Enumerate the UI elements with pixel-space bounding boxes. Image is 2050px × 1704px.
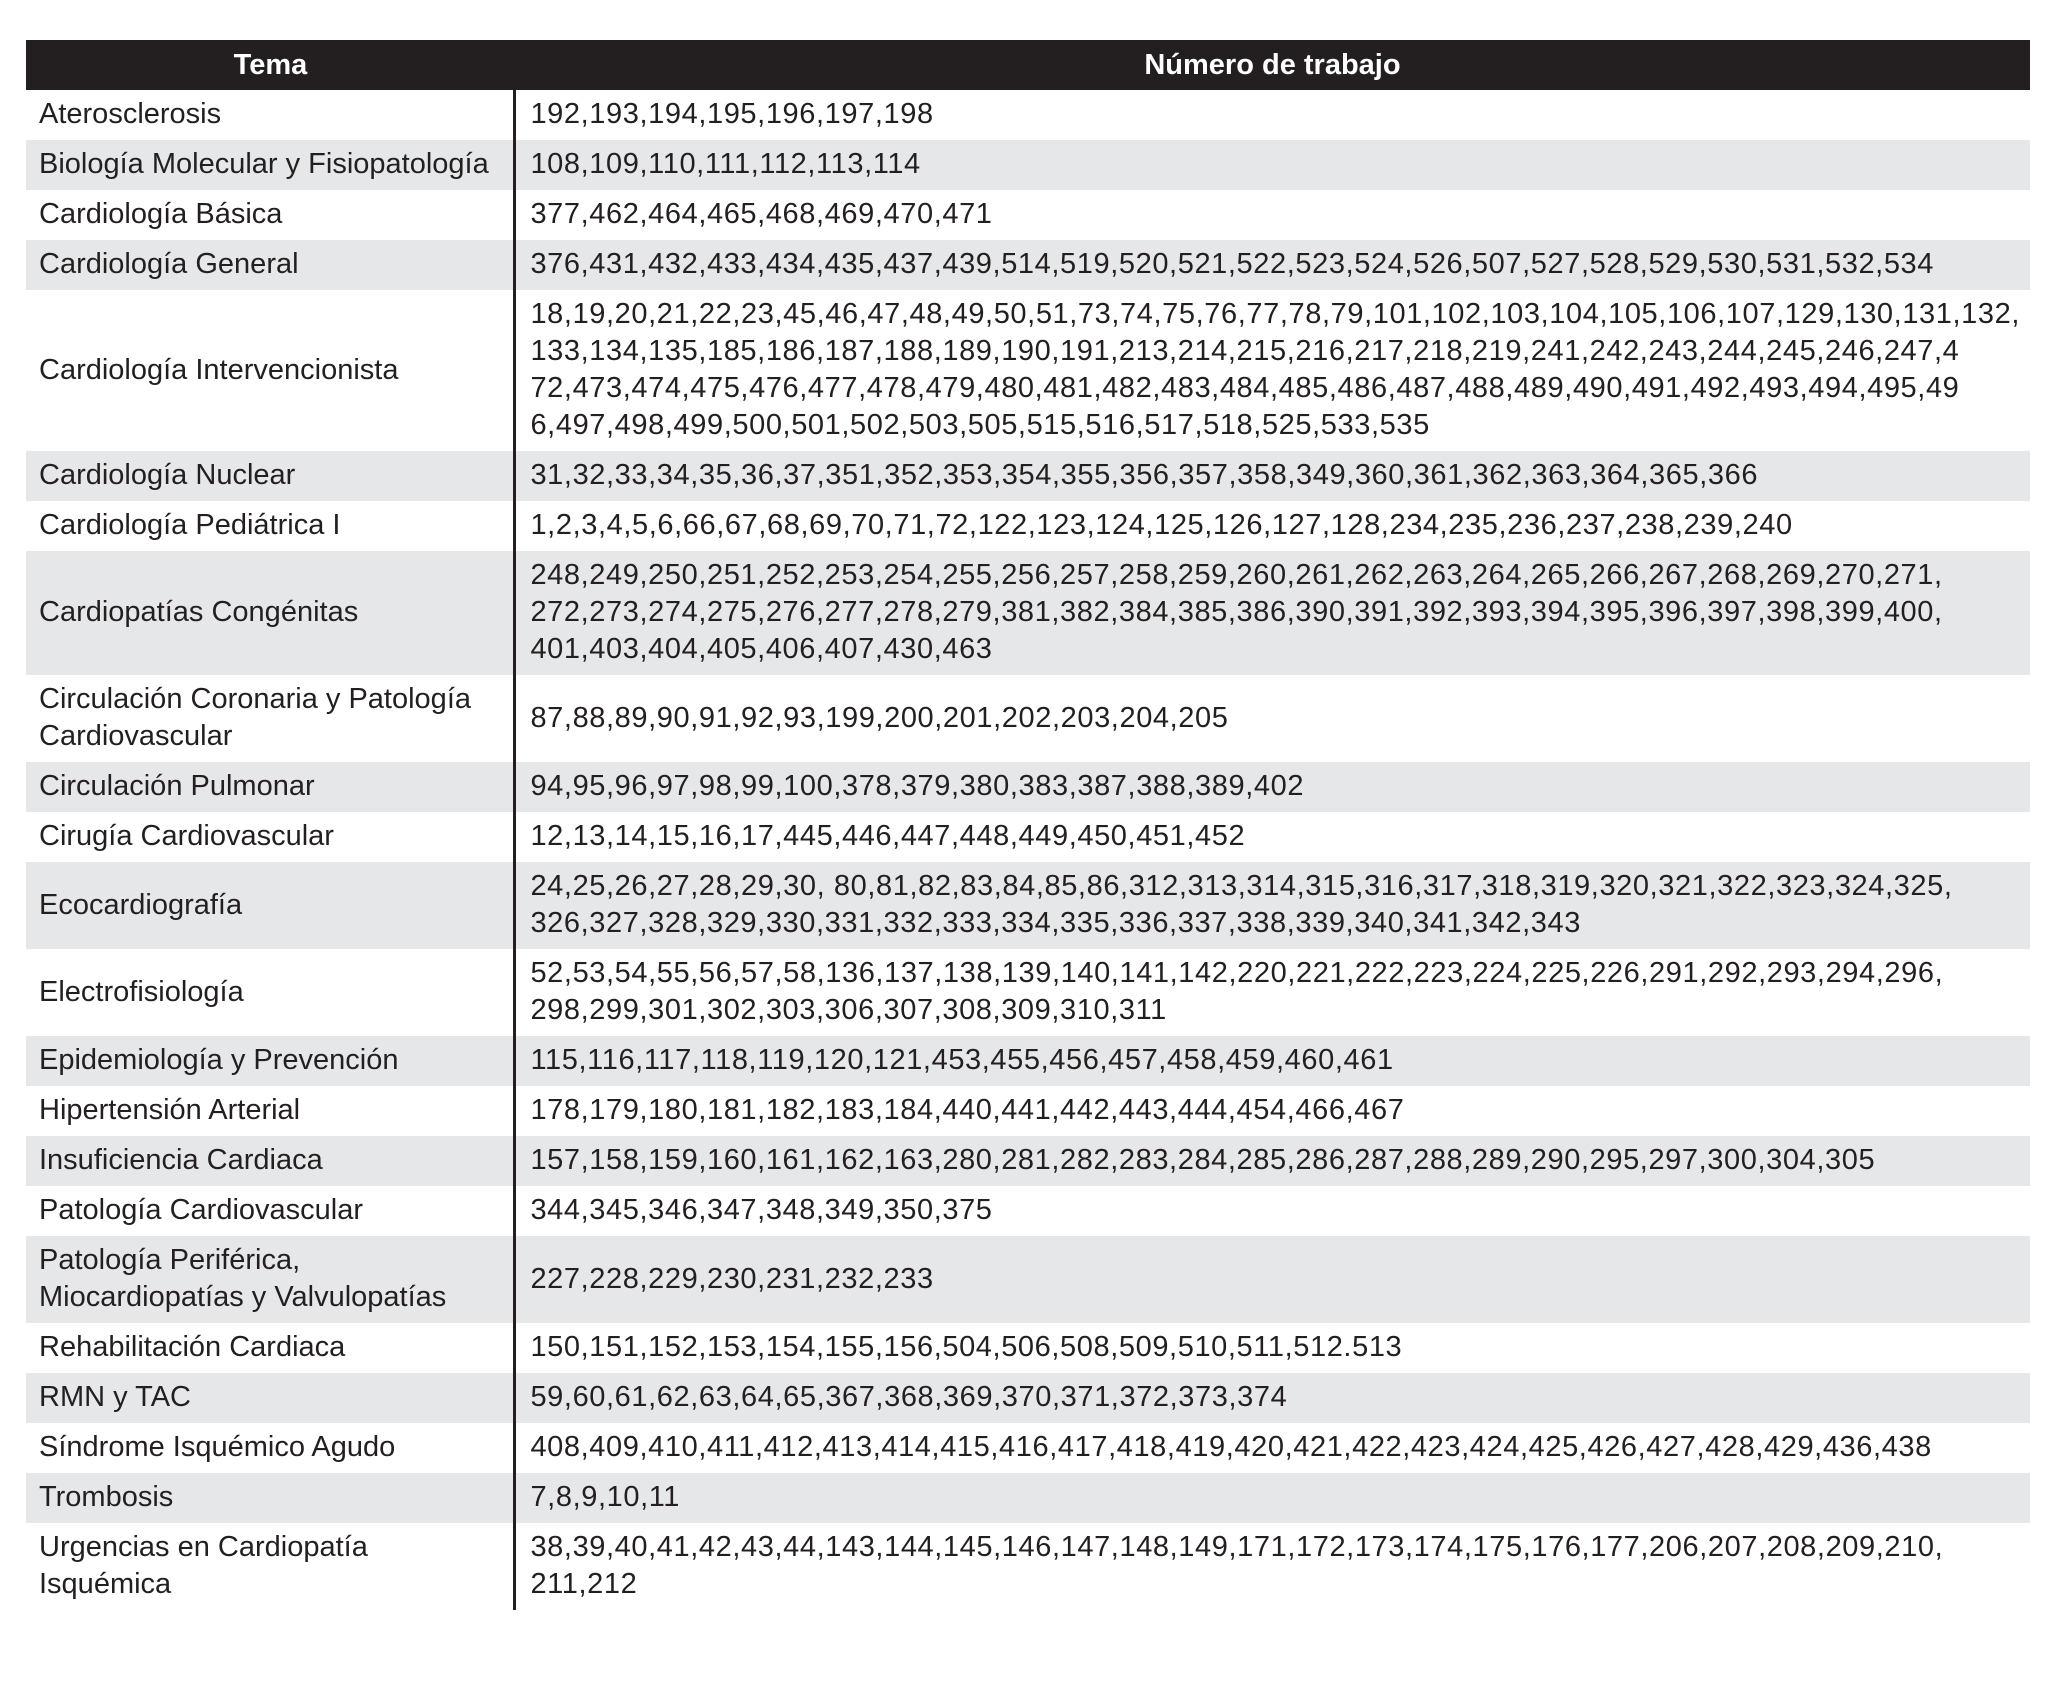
work-numbers-line: 377,462,464,465,468,469,470,471 (530, 198, 993, 230)
table-row (26, 1423, 2030, 1473)
work-numbers-cell (515, 1036, 2030, 1086)
topic-cell: Biología Molecular y Fisiopatología (26, 140, 515, 190)
work-numbers-cell (515, 1473, 2030, 1523)
work-numbers-line: 150,151,152,153,154,155,156,504,506,508,509,510,511,512.513 (530, 1331, 1403, 1363)
header-numero-trabajo: Número de trabajo (515, 40, 2030, 90)
work-numbers-line: 24,25,26,27,28,29,30, 80,81,82,83,84,85,86,312,313,314,315,316,317,318,319,320,321,322,323,324,325, (530, 870, 1953, 902)
table-row (26, 1473, 2030, 1523)
work-numbers-cell (515, 1323, 2030, 1373)
topics-table (26, 40, 2030, 1610)
work-numbers-line: 192,193,194,195,196,197,198 (530, 98, 934, 130)
work-numbers-line: 87,88,89,90,91,92,93,199,200,201,202,203,204,205 (530, 701, 1229, 734)
table-row (26, 1236, 2030, 1323)
topic-cell: Patología Cardiovascular (39, 1194, 364, 1226)
topic-cell: Urgencias en Cardiopatía Isquémica (39, 1531, 368, 1600)
work-numbers-cell (515, 812, 2030, 862)
work-numbers-line: 408,409,410,411,412,413,414,415,416,417,418,419,420,421,422,423,424,425,426,427,428,429,436,438 (530, 1431, 1932, 1463)
work-numbers-cell (515, 451, 2030, 501)
topic-cell: Cardiología Básica (39, 198, 283, 230)
work-numbers-line: 133,134,135,185,186,187,188,189,190,191,213,214,215,216,217,218,219,241,242,243,244,245,246,247,4 (530, 335, 1960, 367)
work-numbers-line: 227,228,229,230,231,232,233 (530, 1262, 934, 1295)
work-numbers-line: 178,179,180,181,182,183,184,440,441,442,443,444,454,466,467 (530, 1094, 1405, 1126)
topic-cell: Cirugía Cardiovascular (39, 820, 334, 852)
topic-cell: Circulación Coronaria y Patología Cardiovascular (39, 683, 471, 752)
work-numbers-cell (515, 240, 2030, 290)
work-numbers-line: 94,95,96,97,98,99,100,378,379,380,383,387,388,389,402 (530, 770, 1305, 802)
table-row (26, 1373, 2030, 1423)
table-row (26, 1186, 2030, 1236)
work-numbers-line: 12,13,14,15,16,17,445,446,447,448,449,450,451,452 (530, 820, 1246, 852)
table-row (26, 675, 2030, 762)
work-numbers-line: 31,32,33,34,35,36,37,351,352,353,354,355,356,357,358,349,360,361,362,363,364,365,366 (530, 459, 1759, 491)
topic-cell: Cardiopatías Congénitas (26, 551, 515, 675)
work-numbers-line: 6,497,498,499,500,501,502,503,505,515,516,517,518,525,533,535 (530, 409, 1430, 441)
topic-cell: Aterosclerosis (39, 98, 222, 130)
work-numbers-line: 18,19,20,21,22,23,45,46,47,48,49,50,51,73,74,75,76,77,78,79,101,102,103,104,105,106,107,129,130,131,132, (530, 298, 2020, 330)
work-numbers-cell (515, 90, 2030, 140)
table-row (26, 1036, 2030, 1086)
work-numbers-cell (515, 1236, 2030, 1323)
work-numbers-line: 401,403,404,405,406,407,430,463 (530, 633, 993, 665)
table-row (26, 812, 2030, 862)
work-numbers-line: 52,53,54,55,56,57,58,136,137,138,139,140,141,142,220,221,222,223,224,225,226,291,292,293,294,296, (530, 957, 1944, 989)
work-numbers-cell (515, 862, 2030, 949)
topic-cell: RMN y TAC (26, 1373, 515, 1423)
work-numbers-cell (515, 190, 2030, 240)
table-row (26, 501, 2030, 551)
work-numbers-line: 7,8,9,10,11 (530, 1481, 681, 1513)
table-row (26, 140, 2030, 190)
table-row (26, 949, 2030, 1036)
topic-cell: Ecocardiografía (26, 862, 515, 949)
table-row (26, 862, 2030, 949)
table-row (26, 240, 2030, 290)
work-numbers-cell (515, 501, 2030, 551)
table-row (26, 1523, 2030, 1610)
work-numbers-cell (515, 1086, 2030, 1136)
table-row (26, 1136, 2030, 1186)
header-tema: Tema (26, 40, 515, 90)
work-numbers-line: 272,273,274,275,276,277,278,279,381,382,384,385,386,390,391,392,393,394,395,396,397,398,399,400, (530, 596, 1943, 628)
work-numbers-line: 1,2,3,4,5,6,66,67,68,69,70,71,72,122,123,124,125,126,127,128,234,235,236,237,238,239,240 (530, 509, 1793, 541)
work-numbers-cell (515, 1423, 2030, 1473)
work-numbers-cell (515, 1186, 2030, 1236)
work-numbers-cell (515, 140, 2030, 190)
topic-cell: Hipertensión Arterial (39, 1094, 301, 1126)
work-numbers-line: 59,60,61,62,63,64,65,367,368,369,370,371,372,373,374 (530, 1381, 1288, 1413)
topic-cell: Epidemiología y Prevención (26, 1036, 515, 1086)
table-row (26, 1086, 2030, 1136)
topic-cell: Cardiología General (26, 240, 515, 290)
topic-cell: Insuficiencia Cardiaca (26, 1136, 515, 1186)
table-row (26, 290, 2030, 451)
table-header (26, 40, 2030, 90)
topic-cell: Electrofisiología (39, 975, 244, 1008)
work-numbers-line: 115,116,117,118,119,120,121,453,455,456,457,458,459,460,461 (530, 1044, 1394, 1076)
topic-cell: Circulación Pulmonar (26, 762, 515, 812)
work-numbers-cell (515, 551, 2030, 675)
work-numbers-cell (515, 1136, 2030, 1186)
topic-cell: Rehabilitación Cardiaca (39, 1331, 346, 1363)
work-numbers-cell (515, 675, 2030, 762)
work-numbers-line: 38,39,40,41,42,43,44,143,144,145,146,147,148,149,171,172,173,174,175,176,177,206,207,208,209,210, (530, 1531, 1944, 1563)
work-numbers-line: 326,327,328,329,330,331,332,333,334,335,336,337,338,339,340,341,342,343 (530, 907, 1581, 939)
work-numbers-line: 108,109,110,111,112,113,114 (530, 148, 921, 180)
work-numbers-line: 376,431,432,433,434,435,437,439,514,519,520,521,522,523,524,526,507,527,528,529,530,531,532,534 (530, 248, 1935, 280)
work-numbers-cell (515, 762, 2030, 812)
topic-cell: Trombosis (26, 1473, 515, 1523)
work-numbers-cell (515, 1373, 2030, 1423)
work-numbers-line: 72,473,474,475,476,477,478,479,480,481,482,483,484,485,486,487,488,489,490,491,492,493,494,495,49 (530, 372, 1960, 404)
table-row (26, 551, 2030, 675)
work-numbers-cell (515, 1523, 2030, 1610)
topic-cell: Cardiología Pediátrica I (39, 509, 341, 541)
work-numbers-line: 248,249,250,251,252,253,254,255,256,257,258,259,260,261,262,263,264,265,266,267,268,269,270,271, (530, 559, 1943, 591)
topic-cell: Patología Periférica, Miocardiopatías y Valvulopatías (26, 1236, 515, 1323)
work-numbers-line: 298,299,301,302,303,306,307,308,309,310,311 (530, 994, 1167, 1026)
topic-cell: Cardiología Nuclear (26, 451, 515, 501)
work-numbers-line: 157,158,159,160,161,162,163,280,281,282,283,284,285,286,287,288,289,290,295,297,300,304,305 (530, 1144, 1876, 1176)
work-numbers-cell (515, 949, 2030, 1036)
topic-cell: Cardiología Intervencionista (39, 353, 399, 386)
table-row (26, 451, 2030, 501)
work-numbers-line: 211,212 (530, 1568, 638, 1600)
table-row (26, 762, 2030, 812)
topic-cell: Síndrome Isquémico Agudo (39, 1431, 396, 1463)
table-row (26, 190, 2030, 240)
work-numbers-line: 344,345,346,347,348,349,350,375 (530, 1194, 993, 1226)
table-row (26, 1323, 2030, 1373)
work-numbers-cell (515, 290, 2030, 451)
table-row (26, 90, 2030, 140)
